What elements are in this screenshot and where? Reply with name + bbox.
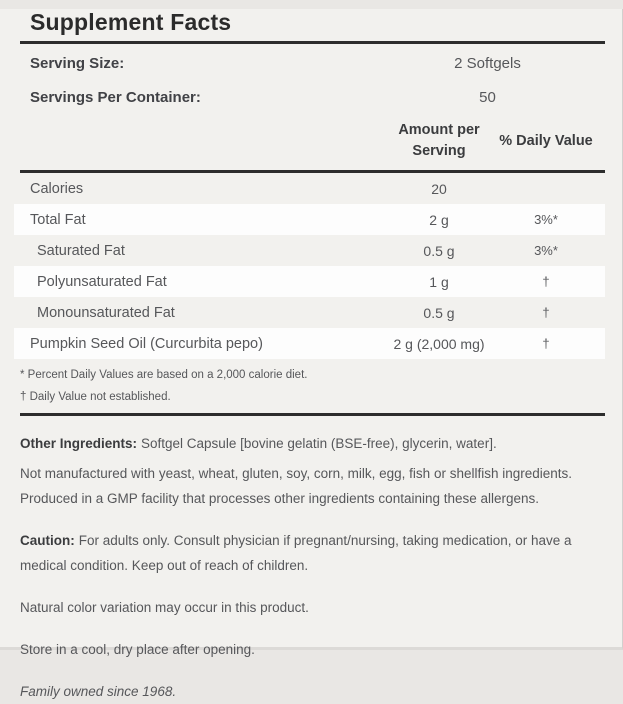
- caution-text: For adults only. Consult physician if pregnant/nursing, taking medication, or have a medical condition. Keep out of reach of children.: [20, 533, 572, 573]
- other-ingredients-paragraph: [20, 431, 605, 456]
- serving-size-label: Serving Size:: [30, 55, 125, 72]
- storage-paragraph: [20, 637, 605, 662]
- table-row-calories: [14, 173, 605, 204]
- caution-lead: Caution:: [20, 533, 75, 548]
- allergen-paragraph: [20, 461, 605, 511]
- row-name: Pumpkin Seed Oil (Curcurbita pepo): [30, 335, 263, 352]
- row-name: Calories: [30, 180, 84, 197]
- servings-per-container-label: Servings Per Container:: [30, 89, 201, 106]
- divider-top: [20, 41, 605, 44]
- row-daily-value: †: [542, 336, 550, 351]
- row-amount: 20: [431, 180, 447, 197]
- caution-paragraph: [20, 528, 605, 578]
- row-amount: 2 g: [429, 211, 449, 228]
- row-amount: 0.5 g: [423, 304, 455, 321]
- row-name: Total Fat: [30, 211, 86, 228]
- family-owned-paragraph: [20, 679, 605, 704]
- row-daily-value: †: [542, 274, 550, 289]
- table-row-total-fat: [14, 204, 605, 235]
- table-row-monounsaturated-fat: [14, 297, 605, 328]
- color-variation-text: Natural color variation may occur in this product.: [20, 600, 309, 615]
- servings-per-container-value: 50: [479, 89, 496, 106]
- family-owned-text: Family owned since 1968.: [20, 684, 177, 699]
- row-name: Monounsaturated Fat: [37, 304, 175, 321]
- panel-title: Supplement Facts: [30, 9, 232, 35]
- footnotes: [20, 369, 605, 403]
- storage-text: Store in a cool, dry place after opening.: [20, 642, 255, 657]
- footnote-daily-value-basis: * Percent Daily Values are based on a 2,000 calorie diet.: [20, 369, 308, 381]
- column-header-daily-value: % Daily Value: [499, 133, 593, 149]
- table-row-polyunsaturated-fat: [14, 266, 605, 297]
- footnote-dv-not-established: † Daily Value not established.: [20, 391, 171, 403]
- row-daily-value: 3%*: [534, 212, 558, 227]
- row-amount: 2 g (2,000 mg): [393, 335, 485, 352]
- table-column-headers: [14, 114, 605, 168]
- servings-per-container-row: [14, 83, 605, 112]
- row-amount: 1 g: [429, 273, 449, 290]
- row-amount: 0.5 g: [423, 242, 455, 259]
- panel-inner: [0, 9, 622, 704]
- row-daily-value: †: [542, 305, 550, 320]
- serving-size-row: [14, 49, 605, 78]
- allergen-text: Not manufactured with yeast, wheat, gluten, soy, corn, milk, egg, fish or shellfish ingredients. Produced in a GMP facility that processes other ingredients containing these allergens.: [20, 466, 573, 506]
- divider-bottom: [20, 413, 605, 416]
- row-daily-value: 3%*: [534, 243, 558, 258]
- row-name: Polyunsaturated Fat: [37, 273, 167, 290]
- table-row-saturated-fat: [14, 235, 605, 266]
- color-variation-paragraph: [20, 595, 605, 620]
- other-ingredients-lead: Other Ingredients:: [20, 436, 138, 451]
- column-header-amount: Amount per Serving: [398, 121, 480, 159]
- serving-size-value: 2 Softgels: [454, 55, 521, 72]
- other-ingredients-text: Softgel Capsule [bovine gelatin (BSE-free), glycerin, water].: [141, 436, 497, 451]
- table-row-pumpkin-seed-oil: [14, 328, 605, 359]
- info-paragraphs: [20, 431, 605, 704]
- row-name: Saturated Fat: [37, 242, 125, 259]
- supplement-facts-panel: [0, 9, 623, 699]
